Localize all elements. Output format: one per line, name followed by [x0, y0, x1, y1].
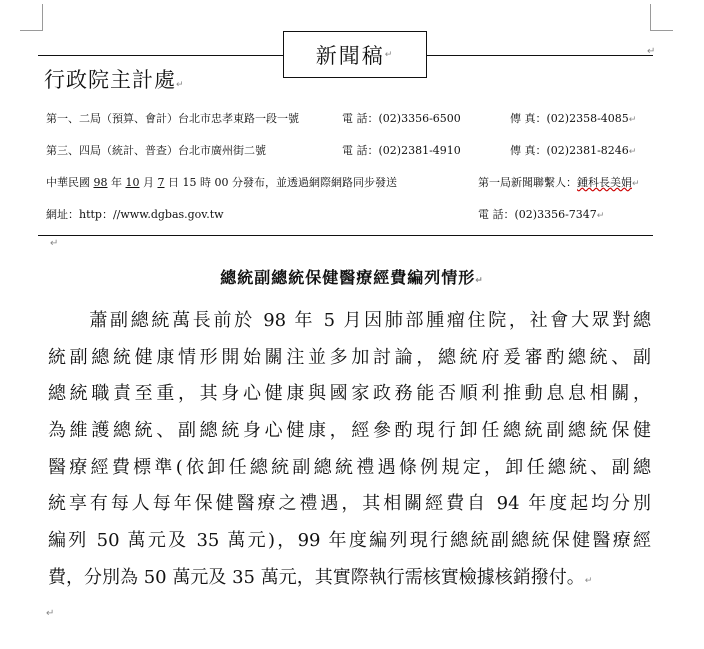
press-release-title: 新聞稿 — [315, 43, 385, 68]
organization-name: 行政院主計處↵ — [44, 68, 185, 92]
article-line: 醫療經費標準(依卸任總統副總統禮遇條例規定，卸任總統、副總 — [48, 457, 651, 478]
tel-row-2: 電 話：(02)2381-4910 — [342, 144, 461, 157]
contact-name: 鍾科長美娟 — [577, 176, 632, 189]
fax-row-1: 傳 真：(02)2358-4085↵ — [510, 112, 637, 125]
paragraph-mark: ↵ — [50, 238, 59, 249]
article-line: 費，分別為 50 萬元及 35 萬元，其實際執行需核實檢據核銷撥付。↵ — [48, 567, 593, 588]
paragraph-mark: ↵ — [647, 46, 656, 57]
press-contact: 第一局新聞聯繫人：鍾科長美娟↵ — [478, 176, 640, 189]
crop-mark-top-right — [650, 4, 673, 31]
article-line: 統享有每人每年保健醫療之禮遇，其相關經費自 94 年度起均分別 — [48, 493, 651, 514]
article-line: 蕭副總統萬長前於 98 年 5 月因肺部腫瘤住院，社會大眾對總 — [48, 310, 651, 331]
address-row-1: 第一、二局（預算、會計）台北市忠孝東路一段一號 — [46, 112, 299, 125]
contact-phone: 電 話：(02)3356-7347↵ — [478, 208, 605, 221]
website: 網址：http：//www.dgbas.gov.tw — [46, 208, 224, 221]
address-row-2: 第三、四局（統計、普查）台北市廣州街二號 — [46, 144, 266, 157]
crop-mark-top-left — [20, 4, 43, 31]
article-line: 總統職責至重，其身心健康與國家政務能否順利推動息息相關， — [48, 383, 651, 404]
article-line: 統副總統健康情形開始關注並多加討論，總統府爰審酌總統、副 — [48, 347, 651, 368]
press-release-box: 新聞稿 ↵ — [283, 31, 427, 78]
paragraph-mark: ↵ — [46, 608, 55, 619]
fax-row-2: 傳 真：(02)2381-8246↵ — [510, 144, 637, 157]
header-bottom-rule — [38, 235, 653, 236]
release-time: 中華民國 98 年 10 月 7 日 15 時 00 分發布，並透過網際網路同步發送 — [46, 176, 397, 189]
article-title: 總統副總統保健醫療經費編列情形↵ — [220, 268, 484, 287]
article-line: 為維護總統、副總統身心健康，經參酌現行卸任總統副總統保健 — [48, 420, 651, 441]
tel-row-1: 電 話：(02)3356-6500 — [342, 112, 461, 125]
article-line: 編列 50 萬元及 35 萬元)，99 年度編列現行總統副總統保健醫療經 — [48, 530, 651, 551]
